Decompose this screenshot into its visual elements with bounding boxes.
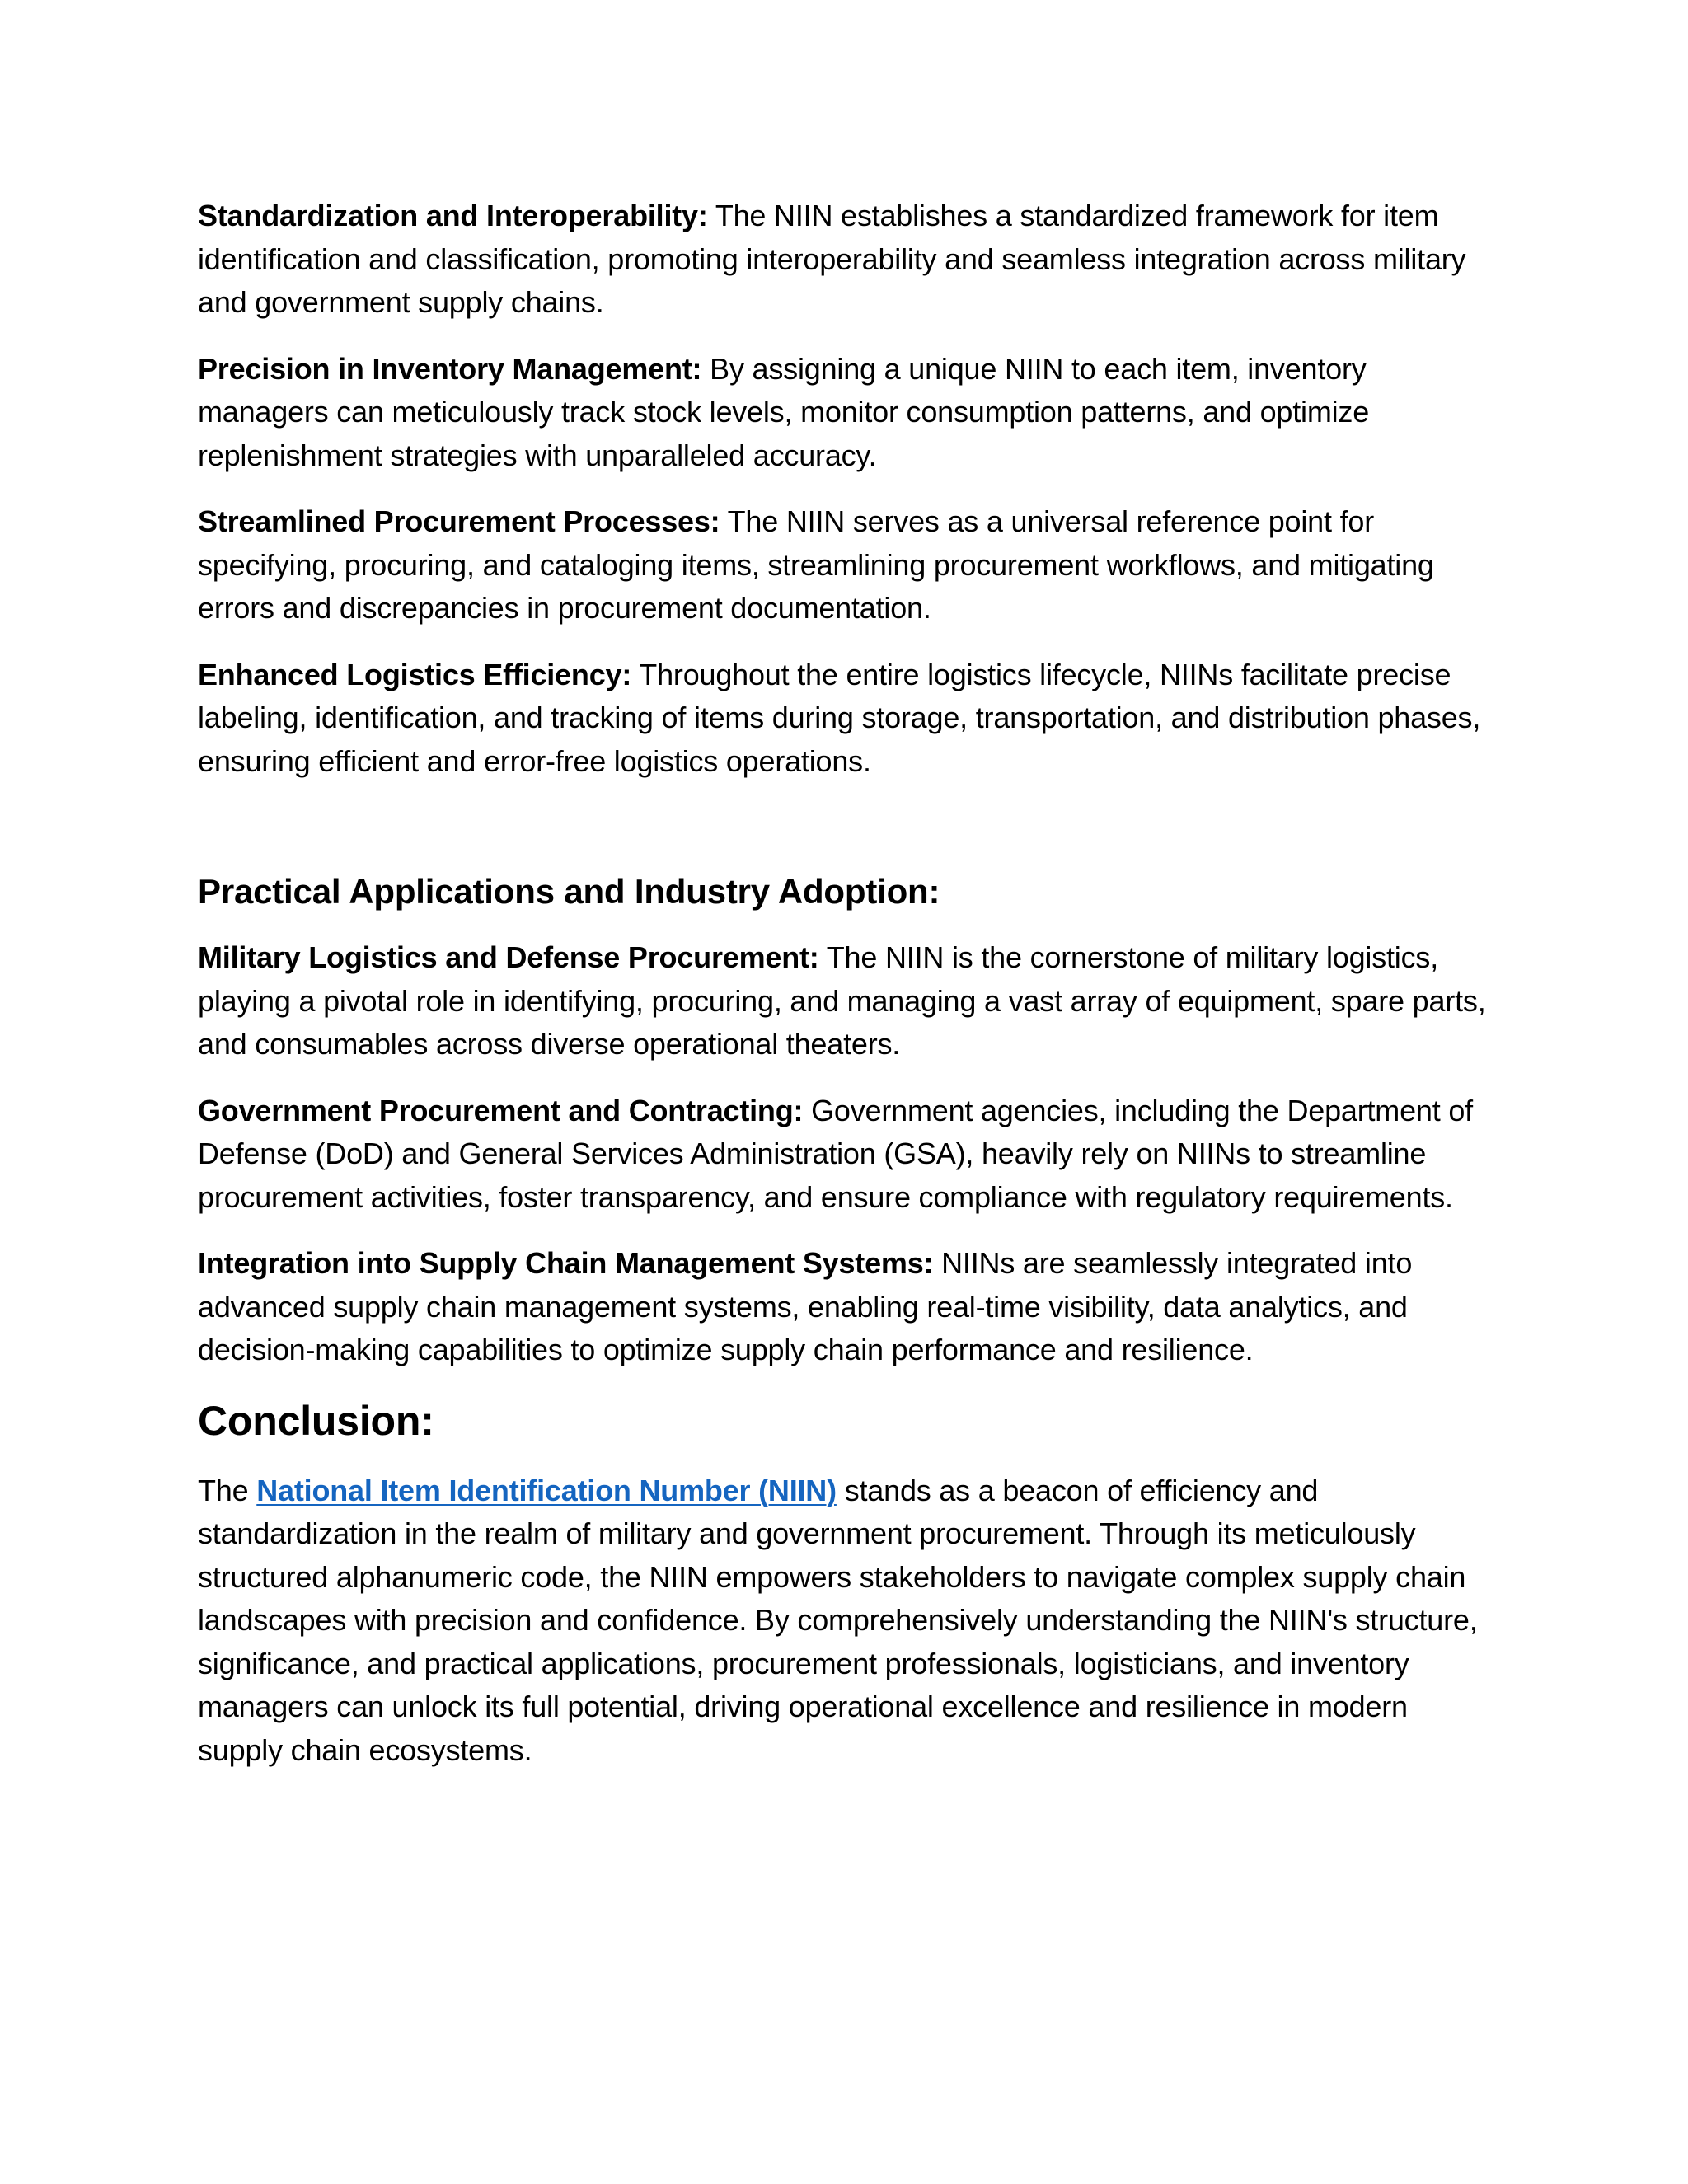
niin-link[interactable]: National Item Identification Number (NIIN) — [256, 1473, 837, 1507]
application-text: The NIIN is the cornerstone of military logistics, playing a pivotal role in identifying, procuring, and managing a vast array of equipment, spare parts, and consumables across diverse operational theaters. — [198, 940, 1486, 1061]
application-text: NIINs are seamlessly integrated into advanced supply chain management systems, enabling real-time visibility, data analytics, and decision-making capabilities to optimize supply chain performance and resilience. — [198, 1246, 1413, 1366]
conclusion-text-after: stands as a beacon of efficiency and standardization in the realm of military and government procurement. Through its meticulously structured alphanumeric code, the NIIN empowers stakeholders to navigate complex supply chain landscapes with precision and confidence. By comprehensively understanding the NIIN's structure, significance, and practical applications, procurement professionals, logisticians, and inventory managers can unlock its full potential, driving operational excellence and resilience in modern supply chain ecosystems. — [198, 1473, 1478, 1767]
benefit-standardization — [198, 194, 1500, 325]
application-supply-chain-integration — [198, 1242, 1500, 1372]
benefit-title: Standardization and Interoperability: — [198, 199, 708, 232]
application-government-procurement — [198, 1090, 1500, 1220]
benefit-procurement — [198, 500, 1500, 630]
application-military-logistics — [198, 936, 1500, 1066]
benefit-title: Streamlined Procurement Processes: — [198, 504, 720, 538]
benefit-text: By assigning a unique NIIN to each item, inventory managers can meticulously track stock levels, monitor consumption patterns, and optimize replenishment strategies with unparalleled accuracy. — [198, 351, 1370, 472]
conclusion-heading: Conclusion: — [198, 1397, 434, 1444]
application-title: Integration into Supply Chain Management Systems: — [198, 1246, 934, 1280]
benefit-title: Enhanced Logistics Efficiency: — [198, 657, 632, 691]
benefit-title: Precision in Inventory Management: — [198, 351, 702, 386]
application-text: Government agencies, including the Department of Defense (DoD) and General Services Administration (GSA), heavily rely on NIINs to streamline procurement activities, foster transparency, and ensure compliance with regulatory requirements. — [198, 1093, 1473, 1214]
conclusion-text-before: The — [198, 1473, 257, 1507]
benefit-text: The NIIN serves as a universal reference point for specifying, procuring, and cataloging items, streamlining procurement workflows, and mitigating errors and discrepancies in procurement documentation. — [198, 504, 1434, 625]
benefit-text: The NIIN establishes a standardized framework for item identification and classification, promoting interoperability and seamless integration across military and government supply chains. — [198, 199, 1466, 319]
applications-heading: Practical Applications and Industry Adoption: — [198, 872, 940, 911]
document-body — [198, 194, 1500, 1795]
benefit-text: Throughout the entire logistics lifecycle, NIINs facilitate precise labeling, identification, and tracking of items during storage, transportation, and distribution phases, ensuring efficient and error-free logistics operations. — [198, 657, 1481, 778]
application-title: Government Procurement and Contracting: — [198, 1093, 804, 1127]
benefit-logistics — [198, 654, 1500, 784]
conclusion-paragraph — [198, 1469, 1500, 1773]
benefit-inventory-precision — [198, 348, 1500, 478]
application-title: Military Logistics and Defense Procurement: — [198, 940, 819, 974]
